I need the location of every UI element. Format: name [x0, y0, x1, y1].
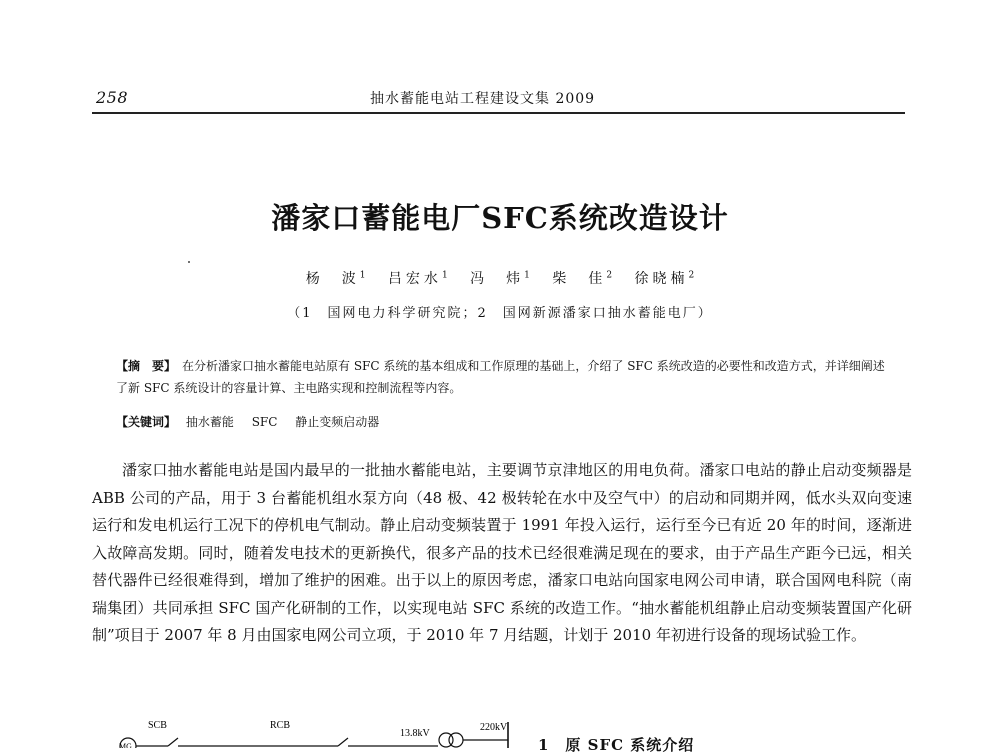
- author-name: 徐晓楠: [634, 271, 689, 287]
- keywords-label: 【关键词】: [116, 415, 177, 429]
- affiliation-mark: 1: [359, 270, 366, 281]
- author-name: 吕宏水: [387, 271, 442, 287]
- voltage-13-8kv-label: 13.8kV: [400, 728, 430, 739]
- author-list: [0, 268, 1000, 288]
- mg-label: MG: [119, 742, 132, 748]
- breaker-symbol: [338, 738, 348, 746]
- running-header: 抽水蓄能电站工程建设文集 2009: [370, 91, 596, 107]
- scan-speck: [188, 261, 190, 263]
- affiliation-mark: 2: [688, 270, 695, 281]
- author: [552, 271, 612, 287]
- section-heading: 1 原 SFC 系统介绍: [538, 736, 695, 754]
- author-name: 冯 炜: [470, 271, 525, 287]
- abstract: [116, 355, 886, 399]
- abstract-text: 在分析潘家口抽水蓄能电站原有 SFC 系统的基本组成和工作原理的基础上，介绍了 SFC 系统改造的必要性和改造方式，并详细阐述了新 SFC 系统设计的容量计算、主电路实现和控制流程等内容。: [116, 359, 885, 395]
- voltage-220kv-label: 220kV: [480, 722, 508, 733]
- keyword: 静止变频启动器: [295, 415, 380, 429]
- author: [635, 271, 695, 287]
- keywords: [116, 411, 886, 433]
- affiliation-mark: 1: [524, 270, 530, 281]
- rcb-label: RCB: [270, 720, 291, 731]
- breaker-symbol: [168, 738, 178, 746]
- transformer-winding-icon: [449, 733, 463, 747]
- affiliation-mark: 1: [441, 270, 448, 281]
- author: [470, 271, 530, 287]
- body-paragraph: 潘家口抽水蓄能电站是国内最早的一批抽水蓄能电站，主要调节京津地区的用电负荷。潘家口电站的静止启动变频器是 ABB 公司的产品，用于 3 台蓄能机组水泵方向（48 极、42 极转轮在水中及空气中）的启动和同期并网，低水头双向变速运行和发电机运行工况下的停机电气制动。静止启动变频装置于 1991 年投入运行，运行至今已有近 20 年的时间，逐渐进入故障高发期。同时，随着发电技术的更新换代，很多产品的技术已经很难满足现在的要求，由于产品生产距今已远，相关替代器件已经很难得到，增加了维护的困难。出于以上的原因考虑，潘家口电站向国家电网公司申请，联合国网电科院（南瑞集团）共同承担 SFC 国产化研制的工作，以实现电站 SFC 系统的改造工作。“抽水蓄能机组静止启动变频装置国产化研制”项目于 2007 年 8 月由国家电网公司立项，于 2010 年 7 月结题，计划于 2010 年初进行设备的现场试验工作。: [92, 461, 912, 644]
- header-rule: [92, 112, 905, 114]
- keyword: 抽水蓄能: [185, 415, 234, 429]
- affiliation-mark: 2: [606, 270, 613, 281]
- author-name: 柴 佳: [552, 271, 607, 287]
- author-name: 杨 波: [305, 271, 360, 287]
- affiliations: （1 国网电力科学研究院；2 国网新源潘家口抽水蓄能电厂）: [287, 306, 713, 321]
- circuit-diagram-fragment: [108, 716, 528, 748]
- abstract-label: 【摘 要】: [116, 359, 177, 373]
- keyword: SFC: [251, 415, 278, 429]
- author: [306, 271, 366, 287]
- page-number: 258: [96, 88, 129, 107]
- author: [388, 271, 448, 287]
- scb-label: SCB: [148, 720, 167, 731]
- paper-title: 潘家口蓄能电厂SFC系统改造设计: [271, 201, 729, 235]
